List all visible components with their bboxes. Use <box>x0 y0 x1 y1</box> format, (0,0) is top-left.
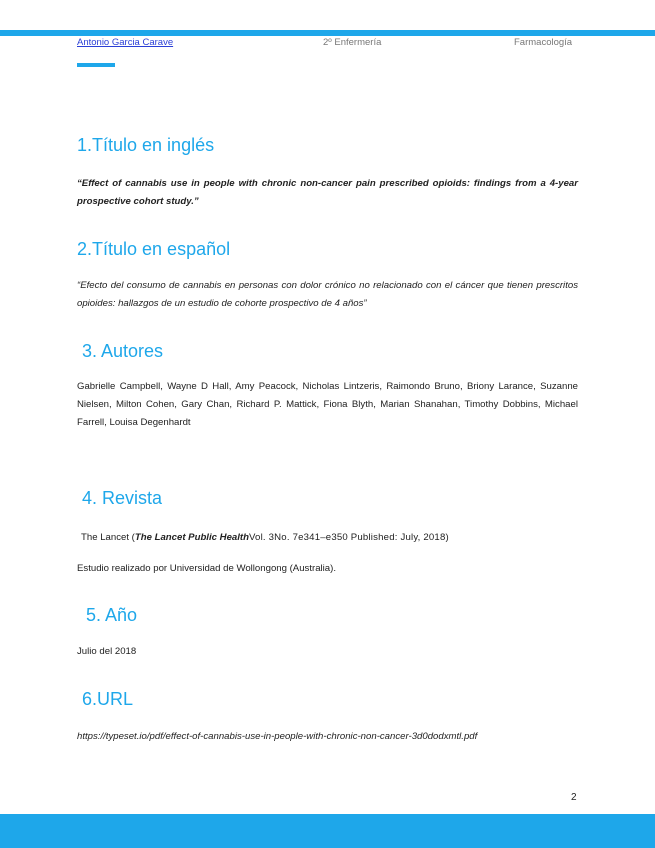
heading-spanish-title: 2.Título en español <box>77 239 231 259</box>
citation-prefix: The Lancet ( <box>81 532 135 543</box>
journal-citation <box>81 529 582 547</box>
heading-year: 5. Año <box>86 605 138 625</box>
header-course: 2º Enfermería <box>323 37 382 48</box>
heading-url: 6.URL <box>82 689 134 709</box>
header-subject: Farmacología <box>514 37 573 48</box>
footer-accent-bar <box>0 814 655 848</box>
url-link[interactable]: https://typeset.io/pdf/effect-of-cannabis-use-in-people-with-chronic-non-cancer-3d0dodxmtl.pdf <box>77 731 478 742</box>
study-note: Estudio realizado por Universidad de Wollongong (Australia). <box>77 563 336 574</box>
accent-dash <box>77 63 115 67</box>
authors-text: Gabrielle Campbell, Wayne D Hall, Amy Peacock, Nicholas Lintzeris, Raimondo Bruno, Briony Larance, Suzanne Nielsen, Milton Cohen, Gary Chan, Richard P. Mattick, Fiona Blyth, Marian Shanahan, Timothy Dobbins, Michael Farrell, Louisa Degenhardt <box>77 381 578 428</box>
citation-details: Vol. 3No. 7e341–e350 Published: July, 2018 <box>248 532 446 543</box>
heading-journal: 4. Revista <box>82 488 163 508</box>
header-author-link[interactable]: Antonio Garcia Carave <box>77 37 174 48</box>
heading-english-title: 1.Título en inglés <box>77 135 215 155</box>
page-number: 2 <box>571 792 577 803</box>
year-text: Julio del 2018 <box>77 646 137 657</box>
english-title-text: “Effect of cannabis use in people with chronic non-cancer pain prescribed opioids: findings from a 4-year prospective cohort study.” <box>77 178 578 207</box>
citation-suffix: ) <box>445 532 449 543</box>
spanish-title-text: “Efecto del consumo de cannabis en personas con dolor crónico no relacionado con el cáncer que tienen prescritos opioides: hallazgos de un estudio de cohorte prospectivo de 4 años” <box>77 280 578 309</box>
citation-journal-name: The Lancet Public Health <box>134 532 249 543</box>
heading-authors: 3. Autores <box>82 341 164 361</box>
header-accent-bar <box>0 30 655 36</box>
